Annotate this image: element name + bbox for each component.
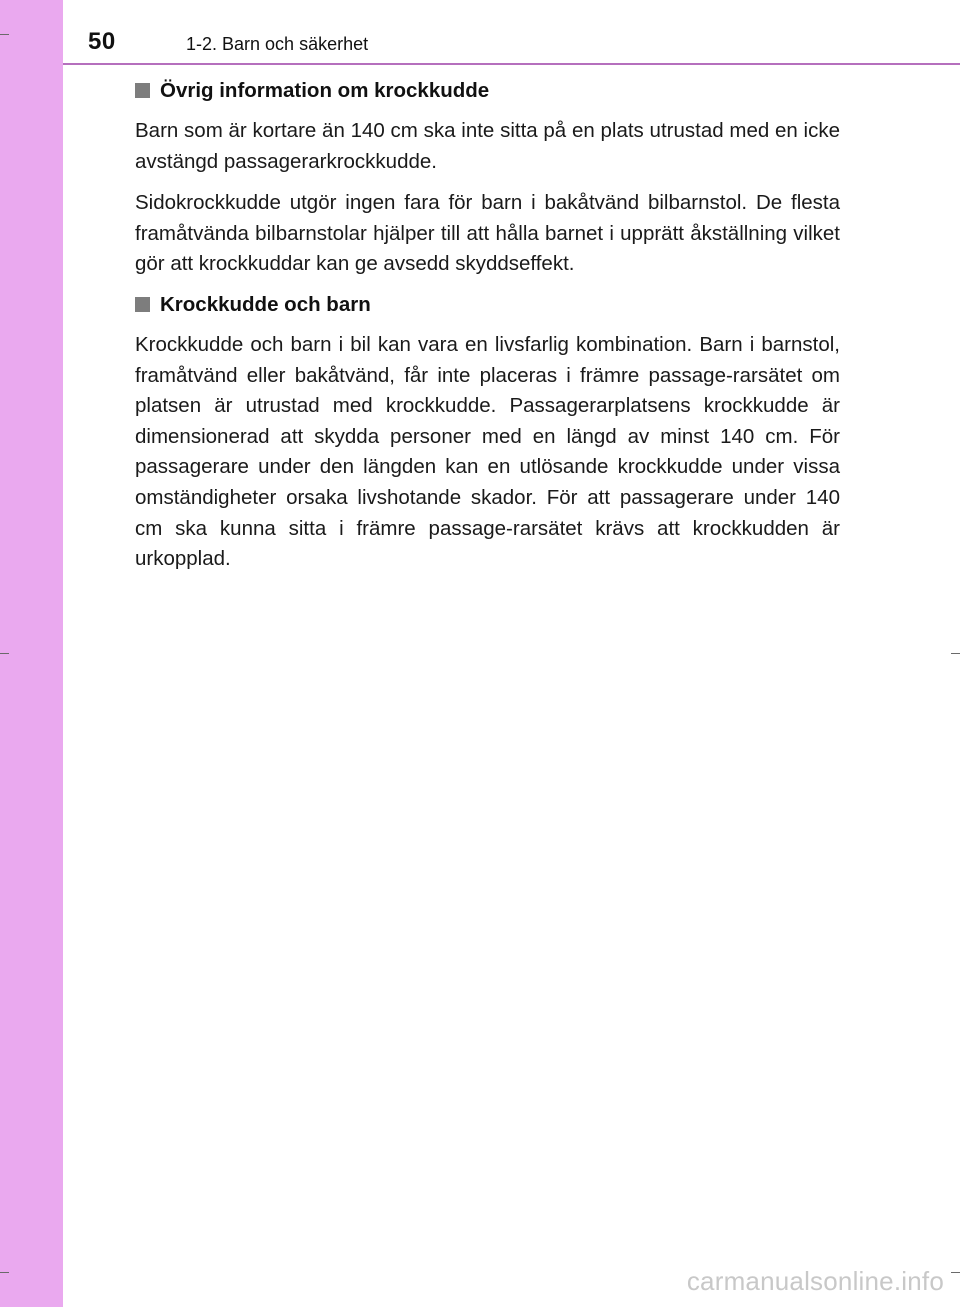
crop-mark xyxy=(951,653,960,654)
square-bullet-icon xyxy=(135,83,150,98)
page-number: 50 xyxy=(88,28,116,55)
page-content xyxy=(135,77,840,586)
site-watermark: carmanualsonline.info xyxy=(686,1266,944,1296)
section-heading-text: Krockkudde och barn xyxy=(160,292,371,316)
header-divider xyxy=(63,63,960,65)
paragraph: Sidokrockkudde utgör ingen fara för barn i bakåtvänd bilbarnstol. De flesta framåtvända bilbarnstolar hjälper till att hålla barnet i upprätt åkställning vilket gör att krockkuddar kan ge avsedd skyddseffekt. xyxy=(135,191,840,276)
square-bullet-icon xyxy=(135,297,150,312)
crop-mark xyxy=(0,34,9,35)
paragraph: Barn som är kortare än 140 cm ska inte sitta på en plats utrustad med en icke avstängd passagerarkrockkudde. xyxy=(135,119,840,173)
chapter-section-label: 1-2. Barn och säkerhet xyxy=(186,34,369,54)
section-heading xyxy=(135,291,840,319)
crop-mark xyxy=(0,653,9,654)
crop-mark xyxy=(951,1272,960,1273)
side-color-band xyxy=(0,0,63,1307)
section-heading xyxy=(135,77,840,105)
paragraph: Krockkudde och barn i bil kan vara en livsfarlig kombination. Barn i barnstol, framåtvänd eller bakåtvänd, får inte placeras i främre passage-rarsätet om platsen är utrustad med krockkudde. Passagerarplatsens krockkudde är dimensionerad att skydda personer med en längd av minst 140 cm. För passagerare under den längden kan en utlösande krockkudde under vissa omständigheter orsaka livshotande skador. För att passagerare under 140 cm ska kunna sitta i främre passage-rarsätet krävs att krockkudden är urkopplad. xyxy=(135,332,840,571)
section-heading-text: Övrig information om krockkudde xyxy=(160,79,490,102)
crop-mark xyxy=(0,1272,9,1273)
